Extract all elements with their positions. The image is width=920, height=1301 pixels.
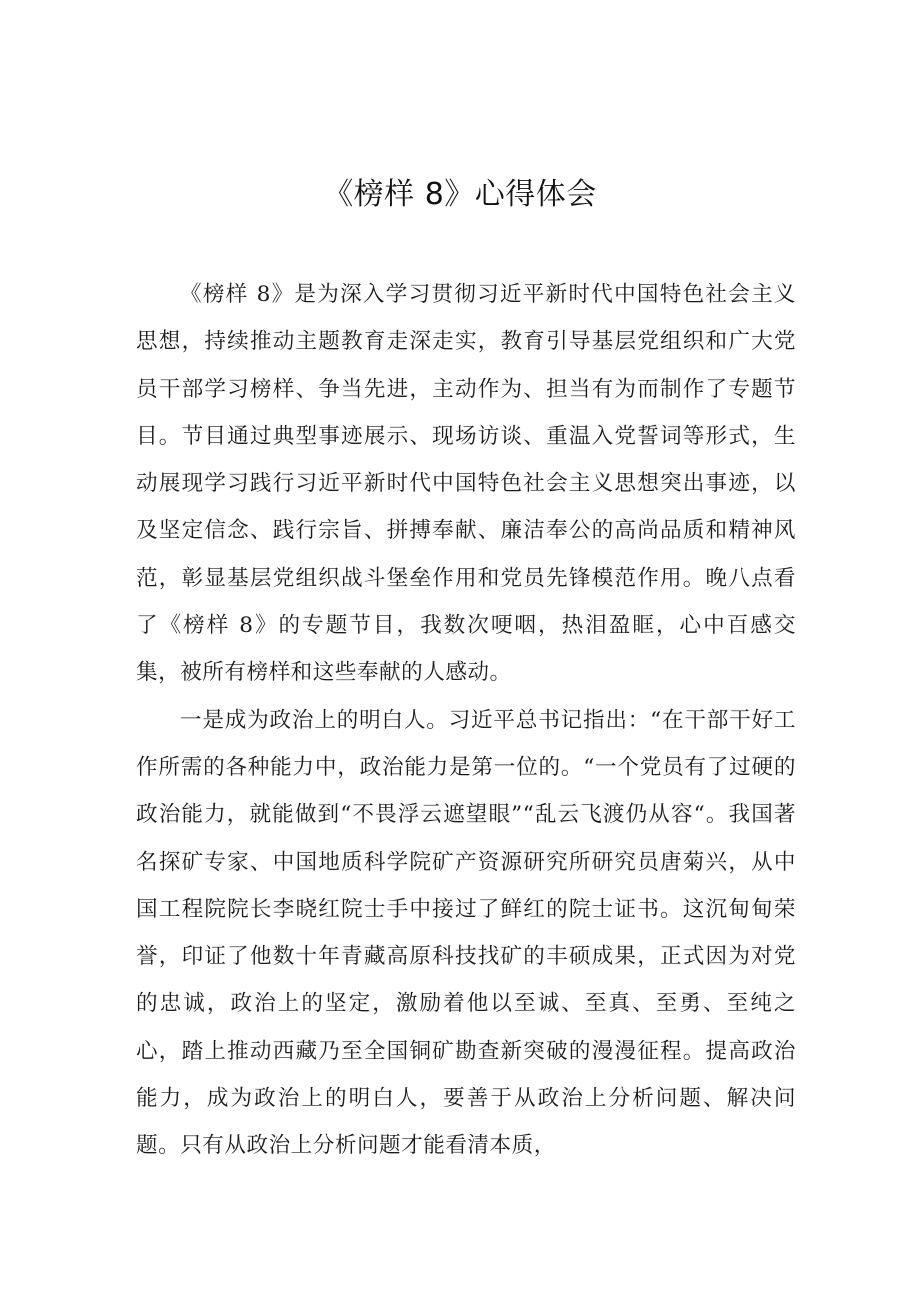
page-title: 《榜样 8》心得体会 <box>323 177 597 212</box>
document-body <box>136 271 796 1170</box>
paragraph-political-clarity: 一是成为政治上的明白人。习近平总书记指出：“在干部干好工作所需的各种能力中，政治能力是第一位的。“一个党员有了过硬的政治能力，就能做到“不畏浮云遮望眼”“乱云飞渡仍从容“。我国著名探矿专家、中国地质科学院矿产资源研究所研究员唐菊兴，从中国工程院院长李晓红院士手中接过了鲜红的院士证书。这沉甸甸荣誉，印证了他数十年青藏高原科技找矿的丰硕成果，正式因为对党的忠诚，政治上的坚定，激励着他以至诚、至真、至勇、至纯之心，踏上推动西藏乃至全国铜矿勘查新突破的漫漫征程。提高政治能力，成为政治上的明白人，要善于从政治上分析问题、解决问题。只有从政治上分析问题才能看清本质， <box>136 707 796 1159</box>
paragraph-intro: 《榜样 8》是为深入学习贯彻习近平新时代中国特色社会主义思想，持续推动主题教育走深走实，教育引导基层党组织和广大党员干部学习榜样、争当先进，主动作为、担当有为而制作了专题节目。节目通过典型事迹展示、现场访谈、重温入党誓词等形式，生动展现学习践行习近平新时代中国特色社会主义思想突出事迹，以及坚定信念、践行宗旨、拼搏奉献、廉洁奉公的高尚品质和精神风范，彰显基层党组织战斗堡垒作用和党员先锋模范作用。晚八点看了《榜样 8》的专题节目，我数次哽咽，热泪盈眶，心中百感交集，被所有榜样和这些奉献的人感动。 <box>136 282 796 686</box>
